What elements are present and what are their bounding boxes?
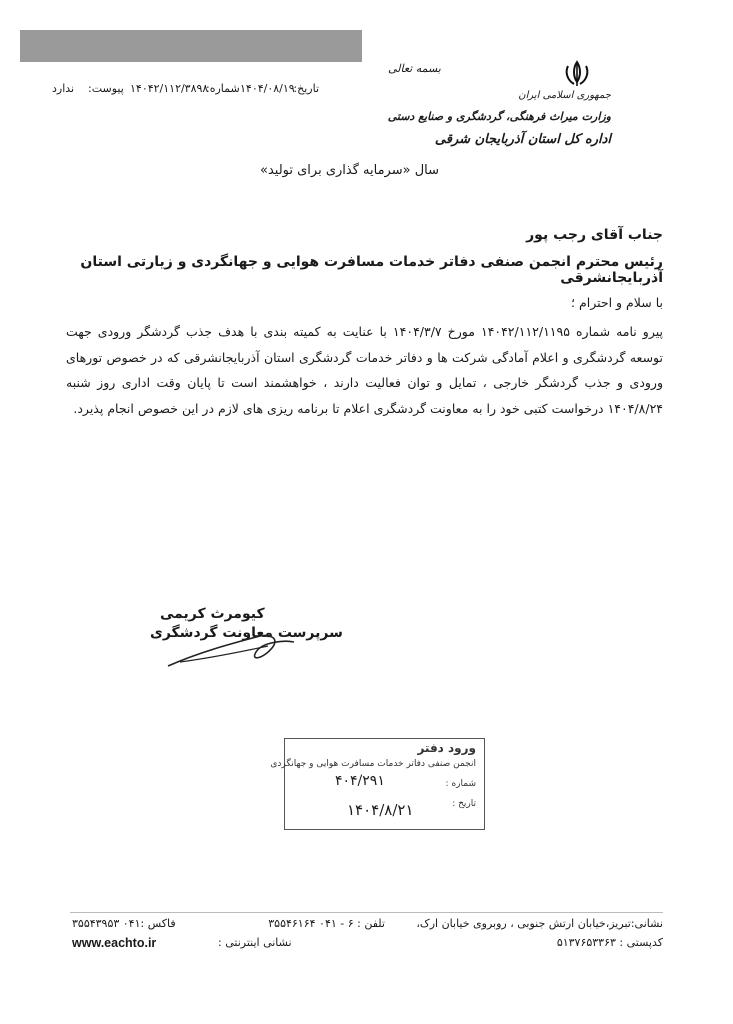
stamp-number-label: شماره : [445,779,476,789]
iran-emblem-icon [562,60,592,88]
footer-address: نشانی:تبریز،خیابان ارتش جنوبی ، روبروی خیابان ارک، [416,917,663,930]
attachment-label: پیوست: [88,82,124,95]
year-motto: سال «سرمایه گذاری برای تولید» [260,163,440,178]
greeting: با سلام و احترام ؛ [571,295,663,310]
stamp-date-value: ۱۴۰۴/۸/۲۱ [347,801,414,819]
footer-web-label: نشانی اینترنتی : [218,936,292,949]
entry-stamp [270,738,485,830]
footer-divider [70,912,663,913]
signatory-name: کیومرث کریمی [160,606,265,622]
gov-line-3: اداره کل استان آذربایجان شرقی [434,132,611,147]
stamp-org: انجمن صنفی دفاتر خدمات مسافرت هوایی و جهانگردی [270,759,476,769]
gov-line-1: جمهوری اسلامی ایران [518,90,611,101]
stamp-heading: ورود دفتر [417,741,476,755]
recipient-title: رئیس محترم انجمن صنفی دفاتر خدمات مسافرت هوایی و جهانگردی و زیارتی استان آذربایجانشرقی [80,254,663,286]
date-label: تاریخ: [293,82,319,95]
number-value: ۱۴۰۴۲/۱۱۲/۳۸۹۸ [130,82,209,95]
stamp-number-value: ۴۰۴/۲۹۱ [335,773,385,789]
gov-line-2: وزارت میراث فرهنگی، گردشگری و صنایع دستی [387,110,611,123]
letter-body: پیرو نامه شماره ۱۴۰۴۲/۱۱۲/۱۱۹۵ مورخ ۱۴۰۴/۳/۷ با عنایت به کمیته بندی با هدف جذب گردشگر ورودی جهت توسعه گردشگری و اعلام آمادگی شرکت ها و دفاتر خدمات گردشگری استان آذربایجانشرقی که در خصوص تورهای ورودی و جذب گردشگر خارجی ، تمایل و توان فعالیت دارند ، خواهشمند است تا پایان وقت اداری روز شنبه ۱۴۰۴/۸/۲۴ درخواست کتبی خود را به معاونت گردشگری اعلام تا برنامه ریزی های لازم در این خصوص انجام پذیرد. [66,324,663,416]
signatory-role: سرپرست معاونت گردشگری [150,625,343,641]
scan-artifact-bar [20,30,362,62]
footer-website-link[interactable]: www.eachto.ir [72,936,157,950]
recipient-name: جناب آقای رجب پور [526,227,663,243]
signature-scribble-icon [160,622,300,672]
footer-phone: تلفن : ۶ - ۰۴۱ ۳۵۵۴۶۱۶۴ [268,917,385,930]
number-label: شماره: [206,82,240,95]
date-value: ۱۴۰۴/۰۸/۱۹ [240,82,295,95]
footer-postal-code: کدپستی : ۵۱۳۷۶۵۳۳۶۳ [556,936,663,949]
footer-fax: فاکس :۰۴۱ ۳۵۵۴۳۹۵۳ [72,917,176,930]
stamp-date-label: تاریخ : [452,799,476,809]
bismillah: بسمه تعالی [388,62,441,75]
attachment-value: ندارد [52,82,75,95]
